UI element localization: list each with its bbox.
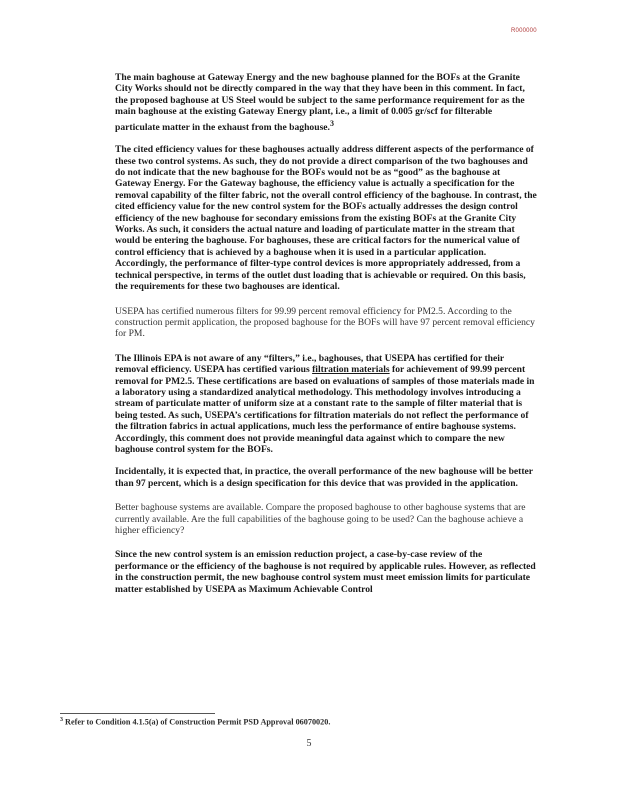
paragraph-7: Since the new control system is an emission reduction project, a case-by-case review of the performance or the efficiency of the baghouse is not required by applicable rules. However, as reflected in the construction permit, the new baghouse control system must meet emission limits for particulate matter established by USEPA as Maximum Achievable Control [115, 549, 536, 595]
footnote-divider [60, 713, 215, 714]
paragraph-1: The main baghouse at Gateway Energy and the new baghouse planned for the BOFs at the Granite City Works should not be directly compared in the way that they have been in this comment. In fact, the proposed baghouse at US Steel would be subject to the same performance requirement for as the main baghouse at the existing Gateway Energy plant, i.e., a limit of 0.005 gr/scf for filterable particulate matter in the exhaust from the baghouse.$^3$ [115, 72, 525, 133]
footnote: $^3$ Refer to Condition 4.1.5(a) of Construction Permit PSD Approval 06070020. [60, 717, 331, 727]
paragraph-2: The cited efficiency values for these baghouses actually address different aspects of the performance of these two control systems. As such, they do not provide a direct comparison of the two baghouses and do not indicate that the new baghouse for the BOFs would not be as “good” as the baghouse at Gateway Energy. For the Gateway baghouse, the efficiency value is actually a specification for the removal capability of the filter fabric, not the overall control efficiency of the baghouse. In contrast, the cited efficiency value for the new control system for the BOFs actually addresses the design control efficiency of the new baghouse for secondary emissions from the existing BOFs at the Granite City Works. As such, it considers the actual nature and loading of particulate matter in the stream that would be entering the baghouse. For baghouses, these are critical factors for the numerical value of control efficiency that is achieved by a baghouse when it is used in a particular application. Accordingly, the performance of filter-type control devices is more appropriately addressed, from a technical perspective, in terms of the outlet dust loading that is achievable or required. On this basis, the requirements for these two baghouses are identical. [115, 144, 537, 293]
page-number: 5 [306, 738, 312, 749]
footnote-ref[interactable]: 3 [329, 118, 334, 128]
filtration-materials-link: filtration materials [312, 364, 390, 376]
document-stamp: R000000 [511, 28, 537, 34]
paragraph-3: USEPA has certified numerous filters for 99.99 percent removal efficiency for PM2.5. According to the construction permit application, the proposed baghouse for the BOFs will have 97 percent removal efficiency for PM. [115, 305, 535, 340]
paragraph-5: Incidentally, it is expected that, in practice, the overall performance of the new baghouse will be better than 97 percent, which is a design specification for this device that was provided in the application. [115, 466, 533, 489]
page-body [115, 72, 537, 606]
paragraph-4: The Illinois EPA is not aware of any “filters,” i.e., baghouses, that USEPA has certified for their removal efficiency. USEPA has certified various filtration materials for achievement of 99.99 percent removal for PM2.5. These certifications are based on evaluations of samples of those materials made in a laboratory using a standardized analytical methodology. This methodology involves introducing a stream of particulate matter of uniform size at a constant rate to the sample of filter material that is being tested. As such, USEPA’s certifications for filtration materials do not reflect the performance of the filtration fabrics in actual applications, much less the performance of entire baghouse systems. Accordingly, this comment does not provide meaningful data against which to compare the new baghouse control system for the BOFs. [115, 352, 535, 455]
paragraph-6: Better baghouse systems are available. Compare the proposed baghouse to other baghouse systems that are currently available. Are the full capabilities of the baghouse going to be used? Can the baghouse achieve a higher efficiency? [115, 502, 526, 536]
